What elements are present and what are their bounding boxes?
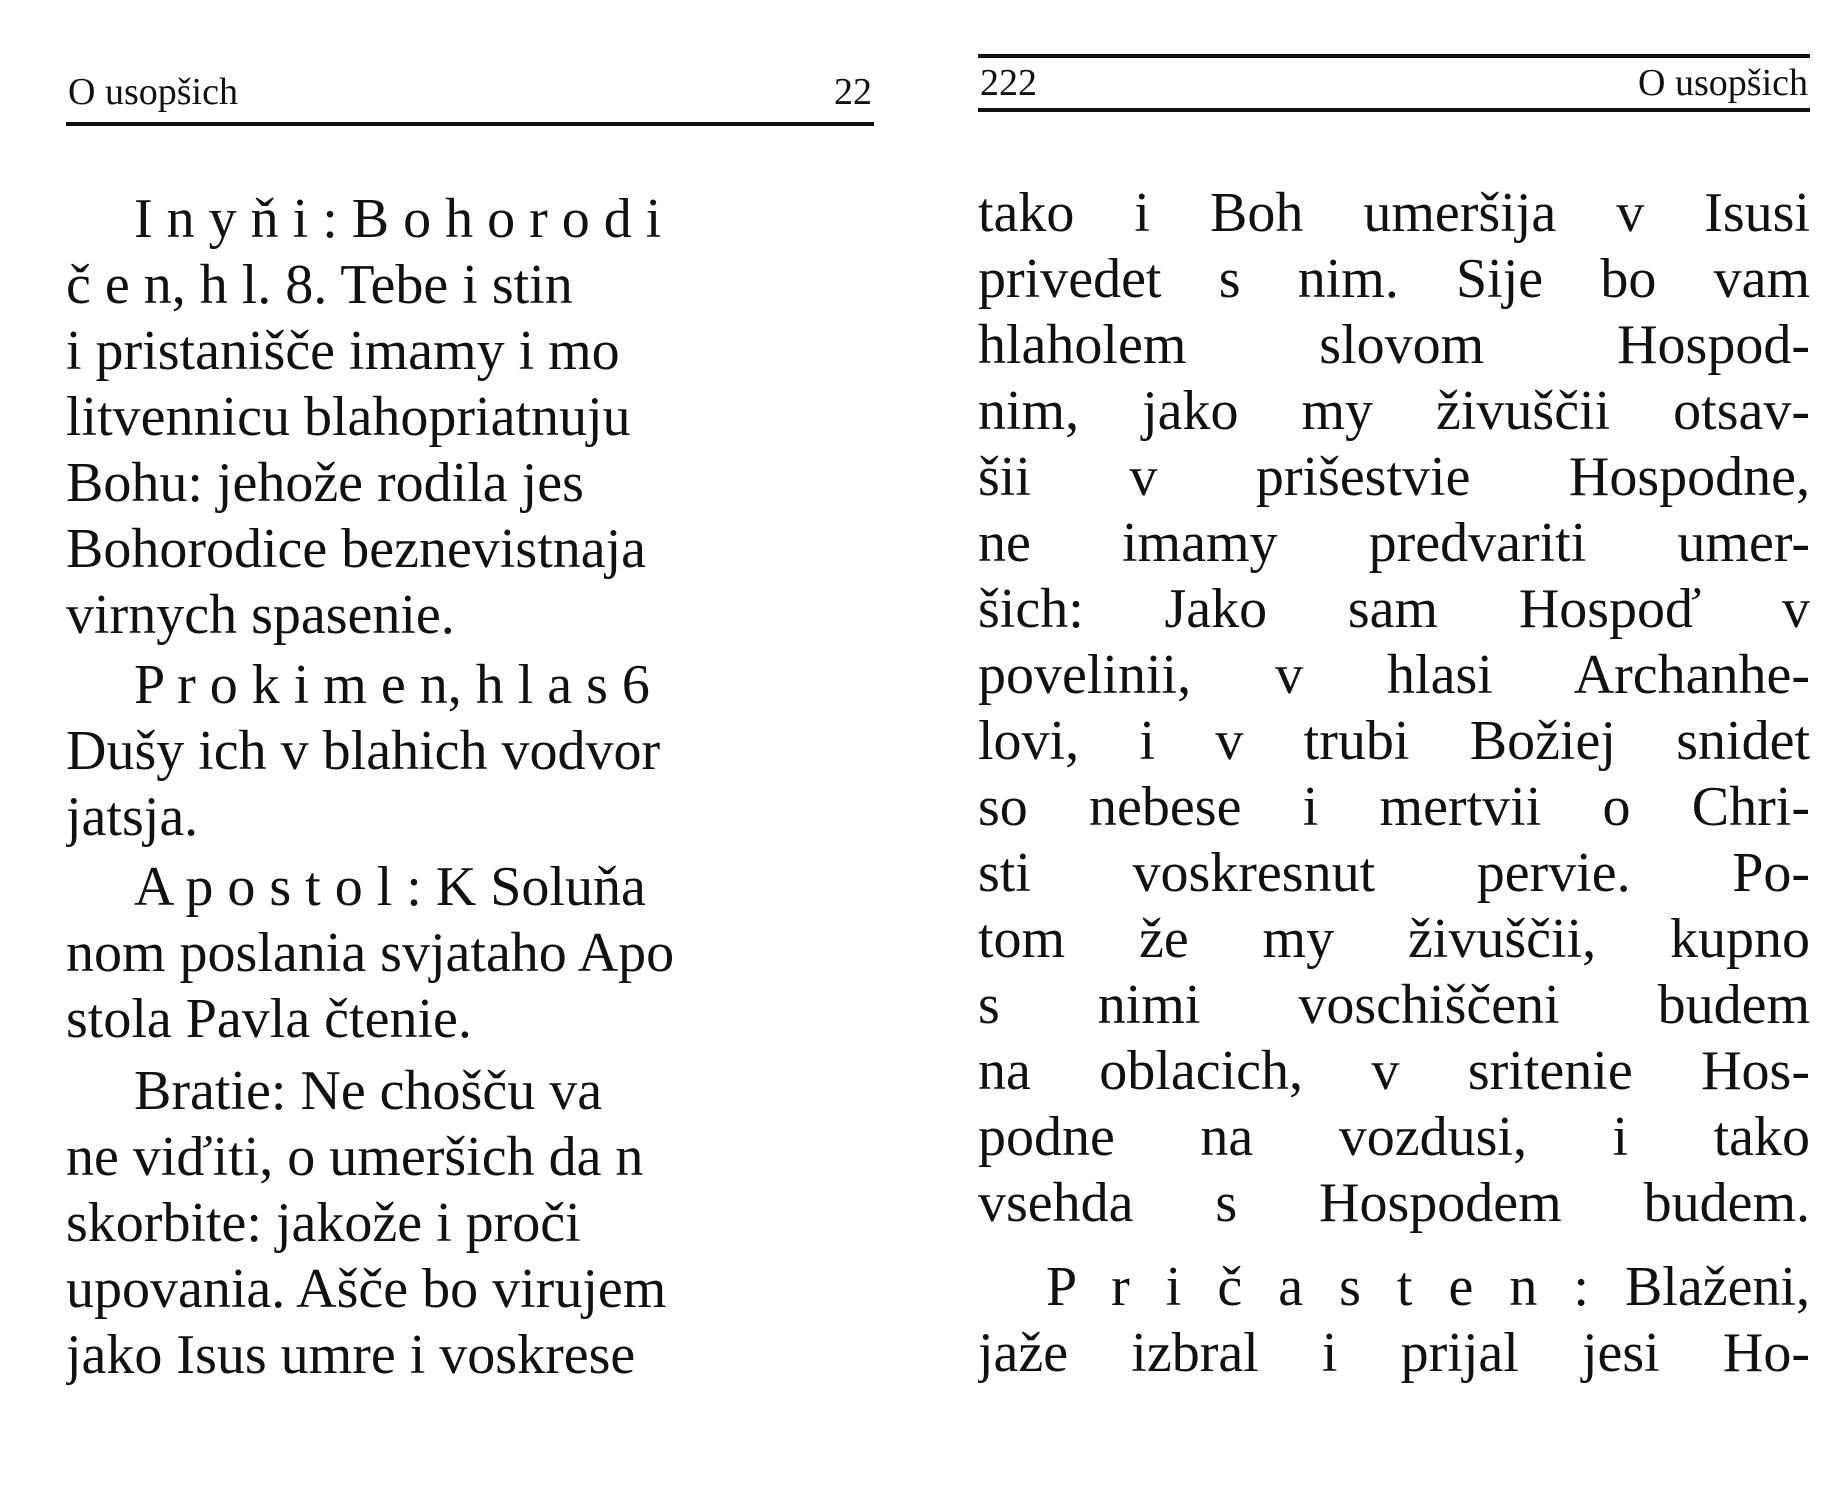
left-line-6: Bohorodice beznevistnaja — [66, 518, 647, 580]
left-line-18: jako Isus umre i voskrese — [66, 1324, 636, 1386]
left-line-4: litvennicu blahopriatnuju — [66, 386, 631, 448]
left-line-2: č e n, h l. 8. Tebe i stin — [66, 254, 573, 316]
right-line-16: vsehda s Hospodem budem. — [978, 1172, 1810, 1234]
right-line-6: ne imamy predvariti umer- — [978, 512, 1810, 574]
right-running-head-title: O usopšich — [1638, 62, 1808, 104]
right-page-number: 222 — [980, 62, 1037, 104]
right-line-1: tako i Boh umeršija v Isusi — [978, 182, 1810, 244]
right-line-14: na oblacich, v sritenie Hos- — [978, 1040, 1810, 1102]
left-line-16: skorbite: jakože i proči — [66, 1192, 581, 1254]
left-line-7: virnych spasenie. — [66, 584, 455, 646]
right-line-5: šii v prišestvie Hospodne, — [978, 446, 1810, 508]
right-line-2: privedet s nim. Sije bo vam — [978, 248, 1810, 310]
left-page-number: 22 — [834, 71, 872, 113]
right-line-11: sti voskresnut pervie. Po- — [978, 842, 1810, 904]
left-running-head-title: O usopšich — [68, 71, 238, 113]
right-line-8: povelinii, v hlasi Archanhe- — [978, 644, 1810, 706]
right-line-17: P r i č a s t e n : Blaženi, — [1046, 1256, 1810, 1318]
left-line-15: ne viďiti, o umeršich da n — [66, 1126, 644, 1188]
right-line-18: jaže izbral i prijal jesi Ho- — [978, 1322, 1810, 1384]
left-line-13: stola Pavla čtenie. — [66, 988, 472, 1050]
right-line-9: lovi, i v trubi Božiej snidet — [978, 710, 1810, 772]
right-line-3: hlaholem slovom Hospod- — [978, 314, 1810, 376]
left-running-head — [66, 62, 874, 126]
right-line-10: so nebese i mertvii o Chri- — [978, 776, 1810, 838]
right-line-7: šich: Jako sam Hospoď v — [978, 578, 1810, 640]
left-line-12: nom poslania svjataho Apo — [66, 922, 675, 984]
right-line-13: s nimi voschiščeni budem — [978, 974, 1810, 1036]
right-line-12: tom že my živuščii, kupno — [978, 908, 1810, 970]
left-line-11: A p o s t o l : K Soluňa — [134, 856, 646, 918]
left-line-1: I n y ň i : B o h o r o d i — [134, 188, 662, 250]
left-line-14: Bratie: Ne chošču va — [134, 1060, 603, 1122]
left-line-5: Bohu: jehože rodila jes — [66, 452, 584, 514]
left-page — [66, 0, 874, 1500]
left-line-17: upovania. Ašče bo virujem — [66, 1258, 667, 1320]
left-line-8: P r o k i m e n, h l a s 6 — [134, 654, 650, 716]
left-line-3: i pristanišče imamy i mo — [66, 320, 620, 382]
right-page — [978, 0, 1810, 1500]
right-line-15: podne na vozdusi, i tako — [978, 1106, 1810, 1168]
right-running-head — [978, 54, 1810, 112]
left-line-10: jatsja. — [66, 786, 199, 848]
right-line-4: nim, jako my živuščii otsav- — [978, 380, 1810, 442]
left-line-9: Dušy ich v blahich vodvor — [66, 720, 661, 782]
